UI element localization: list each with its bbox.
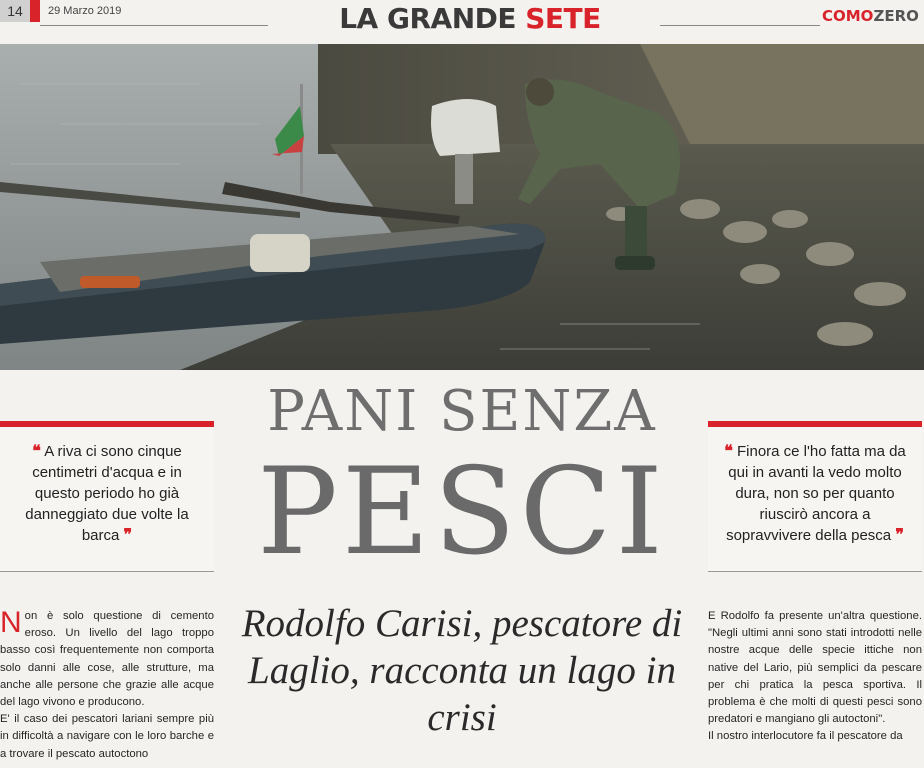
body-paragraph: E' il caso dei pescatori lariani sempre più in difficoltà a navigare con le loro barche e a trovare il pescato autoctono (0, 713, 214, 760)
article-photo (0, 44, 924, 370)
quote-open-icon: ❝ (724, 443, 733, 460)
subheadline: Rodolfo Carisi, pescatore di Laglio, racconta un lago in crisi (241, 602, 683, 739)
brand-part1: COMO (822, 7, 874, 25)
pull-quote-left (0, 421, 214, 572)
drop-cap: N (0, 606, 22, 639)
masthead-accent: SETE (525, 2, 601, 35)
header-rule-left (40, 25, 268, 26)
pull-quote-right-text: Finora ce l'ho fatta ma da qui in avanti la vedo molto dura, non so per quanto riuscirò ancora a sopravvivere della pesca (726, 443, 906, 544)
pull-quote-left-text: A riva ci sono cinque centimetri d'acqua e in questo periodo ho già danneggiato due volte la barca (25, 443, 189, 544)
section-tab (30, 0, 40, 22)
quote-close-icon: ❞ (895, 527, 904, 544)
body-text: on è solo questione di cemento eroso. Un livello del lago troppo basso così frequentemente non comporta solo danni alle cose, alle strutture, ma anche alle persone che grazie alle acque del lago vivono e producono. (0, 610, 214, 709)
headline: PESCI (257, 443, 667, 582)
header-rule-right (660, 25, 820, 26)
pull-quote-right (708, 421, 922, 572)
body-paragraph: E Rodolfo fa presente un'altra questione. "Negli ultimi anni sono stati introdotti nelle nostre acque delle specie ittiche non native del Lario, più semplici da pescare per chi pratica la pesca sportiva. Il problema è che molti di questi pesci sono predatori e mangiano gli autoctoni". (708, 610, 922, 726)
quote-open-icon: ❝ (32, 443, 41, 460)
headline-kicker: PANI SENZA (267, 379, 657, 444)
brand-logo[interactable] (822, 7, 919, 25)
issue-date: 29 Marzo 2019 (48, 5, 122, 17)
masthead-main: LA GRANDE (339, 2, 516, 35)
page-number: 14 (0, 0, 30, 22)
page-header (0, 0, 924, 38)
body-column-right (708, 608, 922, 746)
body-paragraph: Il nostro interlocutore fa il pescatore da (708, 730, 903, 743)
section-masthead (300, 2, 640, 36)
body-paragraph (0, 608, 214, 711)
brand-part2: ZERO (873, 7, 919, 25)
quote-close-icon: ❞ (123, 527, 133, 544)
body-column-left (0, 608, 214, 763)
